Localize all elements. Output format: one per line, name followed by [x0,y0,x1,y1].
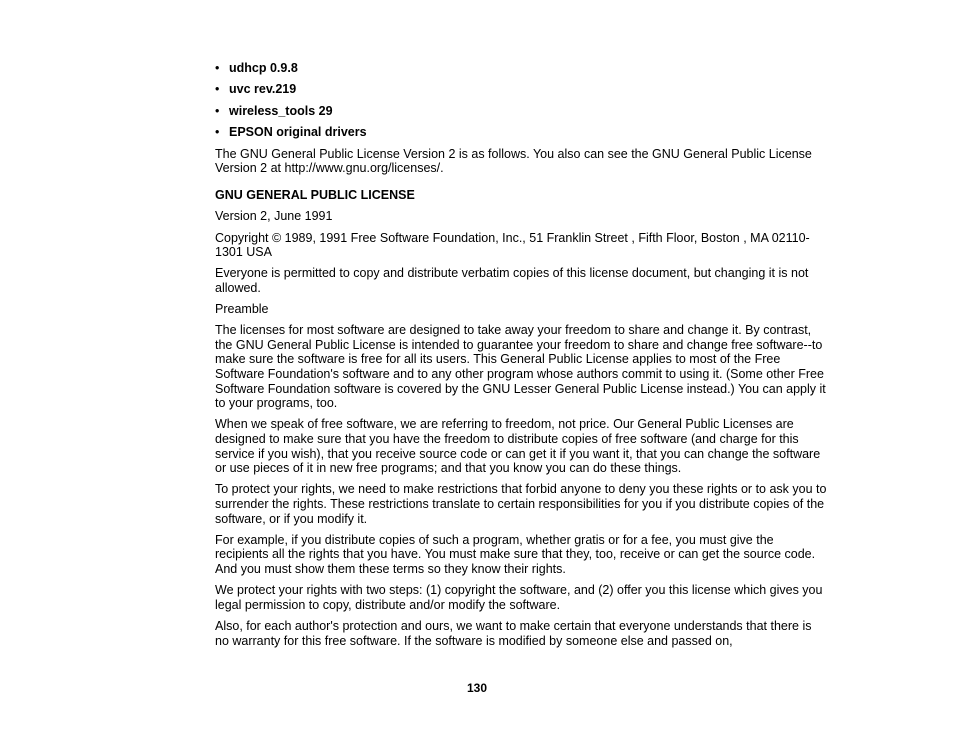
permission-paragraph: Everyone is permitted to copy and distribute verbatim copies of this license document, but changing it is not allowed. [215,266,809,295]
bullet-marker: • [215,125,220,140]
list-item-text: EPSON original drivers [229,125,367,140]
bullet-marker: • [215,61,220,75]
body-paragraph: The licenses for most software are designed to take away your freedom to share and change it. By contrast, the GNU General Public License is intended to guarantee your freedom to share and change free software--to make sure the software is free for all its users. This General Public License applies to most of the Free Software Foundation's software and to any other program whose authors commit to using it. (Some other Free Software Foundation software is covered by the GNU Lesser General Public License instead.) You can apply it to your programs, too. [215,323,826,411]
list-item [215,82,827,97]
list-item-text: udhcp 0.9.8 [229,61,298,75]
bullet-marker: • [215,103,220,118]
preamble-title: Preamble [215,302,269,317]
list-item [215,61,827,76]
document-body [215,61,827,655]
body-paragraph: To protect your rights, we need to make restrictions that forbid anyone to deny you these rights or to ask you to surrender the rights. These restrictions translate to certain responsibilities for you if you distribute copies of the software, or if you modify it. [215,482,827,526]
copyright-paragraph: Copyright © 1989, 1991 Free Software Foundation, Inc., 51 Franklin Street , Fifth Floor, Boston , MA 02110-1301 USA [215,230,810,260]
intro-paragraph: The GNU General Public License Version 2 is as follows. You also can see the GNU General Public License Version 2 at http://www.gnu.org/licenses/. [215,146,812,176]
page-number: 130 [466,681,488,695]
version-line: Version 2, June 1991 [215,209,333,224]
list-item [215,104,827,119]
body-paragraph: For example, if you distribute copies of such a program, whether gratis or for a fee, you must give the recipients all the rights that you have. You must make sure that they, too, receive or can get the source code. And you must show them these terms so they know their rights. [215,532,816,576]
bullet-marker: • [215,82,220,97]
list-item-text: uvc rev.219 [229,82,297,97]
body-paragraph: Also, for each author's protection and ours, we want to make certain that everyone understands that there is no warranty for this free software. If the software is modified by someone else and passed on, [215,618,812,648]
list-item [215,125,827,140]
body-paragraph: When we speak of free software, we are referring to freedom, not price. Our General Public Licenses are designed to make sure that you have the freedom to distribute copies of free software (and charge for this service if you wish), that you receive source code or can get it if you want it, that you can change the software or use pieces of it in new free programs; and that you know you can do these things. [215,417,821,476]
license-title: GNU GENERAL PUBLIC LICENSE [215,187,415,202]
package-list [215,61,827,140]
body-paragraph: We protect your rights with two steps: (1) copyright the software, and (2) offer you this license which gives you legal permission to copy, distribute and/or modify the software. [215,583,823,612]
list-item-text: wireless_tools 29 [229,103,333,118]
